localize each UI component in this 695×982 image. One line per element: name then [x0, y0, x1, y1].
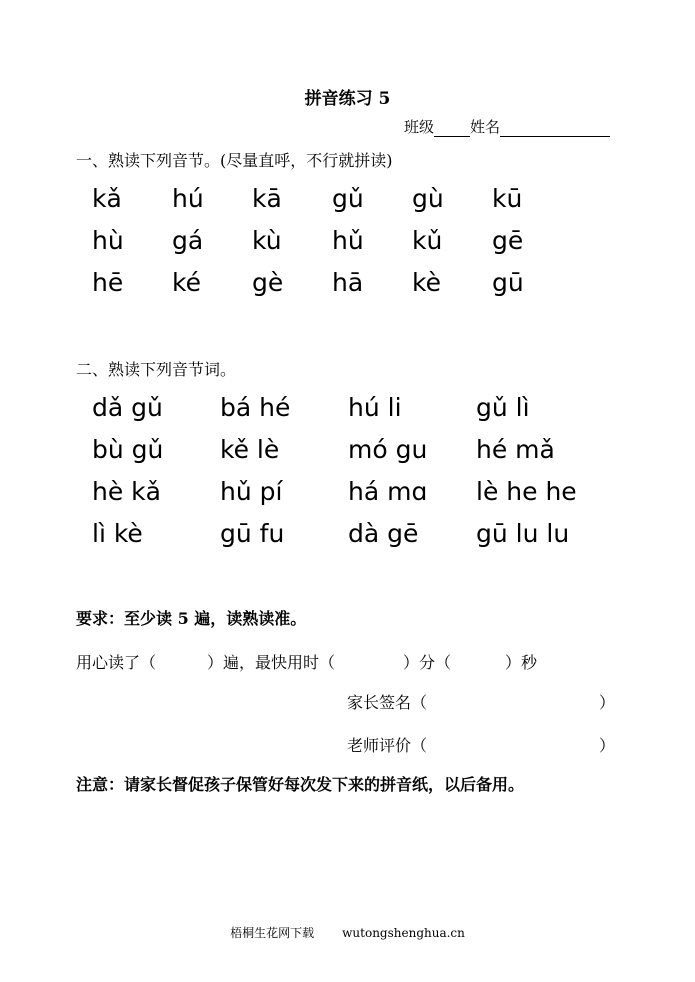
- pinyin-item: lì kè: [92, 519, 143, 548]
- pinyin-item: lè he he: [476, 477, 577, 506]
- pinyin-item: gǔ: [332, 184, 364, 213]
- pinyin-item: gù: [412, 184, 444, 213]
- name-blank: [500, 120, 610, 137]
- pinyin-item: gū lu lu: [476, 519, 570, 548]
- pinyin-item: kā: [252, 184, 282, 213]
- footer: [0, 924, 695, 941]
- pinyin-item: hù: [92, 226, 124, 255]
- pinyin-item: hǔ: [332, 226, 364, 255]
- pinyin-item: kǔ: [412, 226, 443, 255]
- pinyin-item: hè kǎ: [92, 477, 161, 506]
- pinyin-item: gū: [492, 268, 524, 297]
- pinyin-item: bù gǔ: [92, 435, 164, 464]
- class-label: 班级: [404, 118, 435, 136]
- pinyin-item: bá hé: [220, 393, 291, 422]
- class-blank: [434, 120, 470, 137]
- note: 注意：请家长督促孩子保管好每次发下来的拼音纸，以后备用。: [76, 775, 525, 794]
- pinyin-item: hé mǎ: [476, 435, 555, 464]
- teacher-evaluation-close: ）: [599, 736, 616, 755]
- pinyin-item: mó gu: [348, 435, 428, 464]
- pinyin-item: kǎ: [92, 184, 122, 213]
- pinyin-item: hā: [332, 268, 364, 297]
- pinyin-item: gē: [492, 226, 524, 255]
- pinyin-item: gǔ lì: [476, 393, 530, 422]
- section2-heading: 二、熟读下列音节词。: [76, 360, 237, 379]
- pinyin-item: hē: [92, 268, 124, 297]
- fastest-time-open: ）遍，最快用时（: [207, 653, 336, 672]
- pinyin-item: gá: [172, 226, 204, 255]
- name-label: 姓名: [470, 118, 501, 136]
- pinyin-item: kè: [412, 268, 441, 297]
- pinyin-item: há mɑ: [348, 477, 428, 506]
- pinyin-item: ké: [172, 268, 201, 297]
- pinyin-item: kū: [492, 184, 523, 213]
- student-info: [404, 116, 610, 137]
- footer-site-url: wutongshenghua.cn: [342, 926, 465, 940]
- pinyin-item: hǔ pí: [220, 477, 283, 506]
- pinyin-item: dà gē: [348, 519, 419, 548]
- pinyin-item: kù: [252, 226, 282, 255]
- pinyin-item: gū fu: [220, 519, 285, 548]
- read-count-open: 用心读了（: [76, 653, 157, 672]
- parent-signature-label: 家长签名（: [347, 693, 428, 712]
- footer-site-name: 梧桐生花网下载: [230, 926, 315, 940]
- teacher-evaluation-label: 老师评价（: [347, 736, 428, 755]
- requirement: 要求：至少读 5 遍，读熟读准。: [76, 609, 307, 628]
- seconds-close: ）秒: [505, 653, 538, 672]
- parent-signature-close: ）: [599, 693, 616, 712]
- pinyin-item: dǎ gǔ: [92, 393, 163, 422]
- pinyin-item: gè: [252, 268, 284, 297]
- pinyin-item: hú: [172, 184, 204, 213]
- pinyin-item: kě lè: [220, 435, 280, 464]
- section1-heading: 一、熟读下列音节。(尽量直呼，不行就拼读): [76, 151, 393, 170]
- page-title: 拼音练习 5: [304, 89, 391, 109]
- minutes-open: ）分（: [403, 653, 452, 672]
- pinyin-item: hú li: [348, 393, 402, 422]
